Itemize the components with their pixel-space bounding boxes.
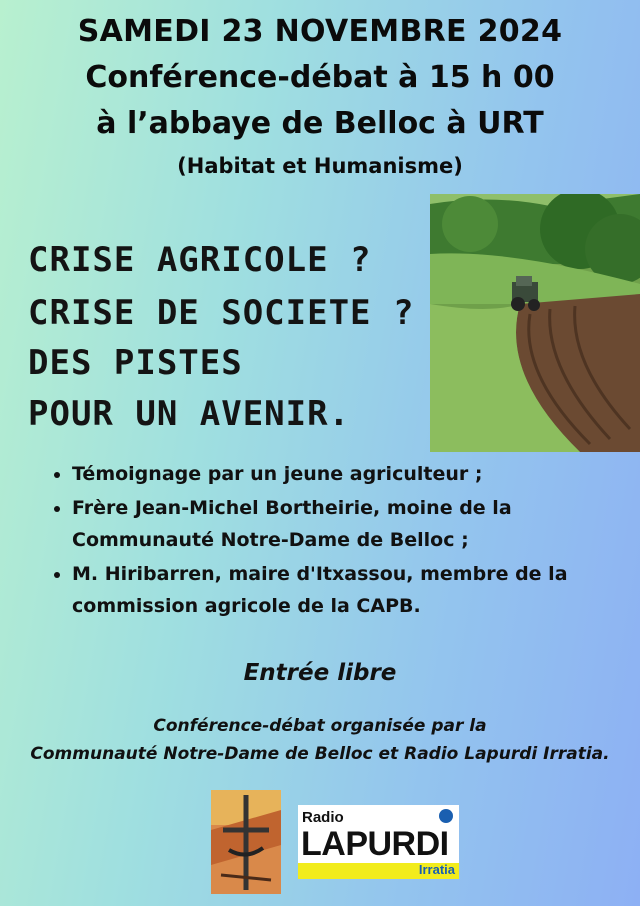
organisation-line-2: Communauté Notre-Dame de Belloc et Radio Lapurdi Irratia. [30,744,610,764]
event-location: à l’abbaye de Belloc à URT [96,106,544,141]
free-entry: Entrée libre [243,660,397,686]
radio-dot-icon [439,809,453,823]
lapurdi-label: LAPURDI [301,825,449,863]
headline-line-3: DES PISTES [28,343,243,383]
headline-line-2: CRISE DE SOCIETE ? [28,293,415,333]
list-item: • Témoignage par un jeune agriculteur ; [72,458,640,490]
organisation-line-1: Conférence-débat organisée par la [153,716,487,736]
radio-lapurdi-logo [298,805,459,879]
belloc-logo [211,790,281,894]
list-item: • Frère Jean-Michel Bortheirie, moine de la Communauté Notre-Dame de Belloc ; [72,492,640,556]
list-item: • M. Hiribarren, maire d'Itxassou, membre de la commission agricole de la CAPB. [72,558,640,622]
event-organizer: (Habitat et Humanisme) [177,154,463,178]
event-date: SAMEDI 23 NOVEMBRE 2024 [77,14,563,49]
tractor-field-photo [430,194,640,452]
headline-line-1: CRISE AGRICOLE ? [28,240,372,280]
event-time: Conférence-débat à 15 h 00 [85,60,555,95]
headline-line-4: POUR UN AVENIR. [28,394,351,434]
speaker-list [40,458,640,624]
irratia-label: Irratia [418,862,455,877]
radio-label: Radio [302,809,344,826]
